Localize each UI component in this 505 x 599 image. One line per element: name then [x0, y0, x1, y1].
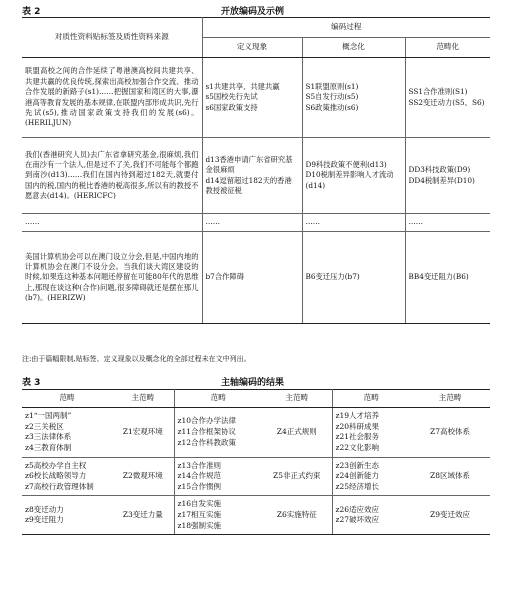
concept-line: ……: [305, 217, 321, 227]
category-list-cell: [332, 457, 410, 496]
phenomena-line: b7合作障碍: [205, 272, 245, 282]
table2-note: 注:由于篇幅限制,贴标签、定义现象以及概念化的全部过程未在文中列出。: [22, 355, 251, 363]
phenomena-line: s6国家政策支持: [205, 102, 258, 112]
coding-process-header: 编码过程: [202, 18, 490, 38]
t3-header-main-category-3: 主范畴: [410, 390, 490, 408]
category-item-line: z4三教育体制: [25, 442, 72, 452]
category-item-line: z12合作科教政策: [177, 437, 236, 447]
category-cell: [405, 58, 490, 138]
t3-header-main-category-1: 主范畴: [112, 390, 174, 408]
category-line: ……: [408, 217, 424, 227]
open-coding-table: [22, 17, 490, 324]
concept-line: D10税制差异影响人才流动(d14): [305, 170, 394, 190]
main-category-cell: Z3变迁力量: [112, 496, 174, 535]
phenomena-line: d13香港申请广东省研究基金很麻烦: [205, 154, 293, 175]
main-category-cell: Z8区域体系: [410, 457, 490, 496]
concept-cell: [302, 138, 405, 214]
category-line: DD3科技政策(D9): [408, 165, 471, 175]
category-line: SS1合作准则(S1): [408, 87, 468, 97]
category-cell: [405, 214, 490, 232]
table-row: [22, 232, 490, 324]
table-row: [22, 214, 490, 232]
main-category-cell: Z9变迁效应: [410, 496, 490, 535]
source-text-cell: ……: [22, 214, 202, 232]
category-list-cell: [332, 496, 410, 535]
main-category-cell: Z6实施特征: [262, 496, 332, 535]
concept-cell: [302, 232, 405, 324]
category-line: DD4税制差异(D10): [408, 175, 475, 185]
category-list-cell: [174, 408, 262, 458]
table-row: [22, 457, 490, 496]
main-category-cell: Z4正式规则: [262, 408, 332, 458]
table2-title: 开放编码及示例: [220, 7, 284, 17]
phenomena-cell: [202, 232, 302, 324]
phenomena-cell: [202, 138, 302, 214]
category-item-line: z26适应效应: [335, 504, 379, 514]
concept-column-header: 概念化: [302, 38, 405, 58]
table-row: [22, 58, 490, 138]
category-item-line: z1“一国两制”: [25, 411, 72, 420]
category-item-line: z25经济增长: [335, 481, 379, 491]
source-text-cell: 我们(香港研究人员)去广东省拿研究基金,很麻烦,我们在南沙有一个法人,但是过不了关,我们不可能每个都跑到南沙(d13)……我们在国内待到超过182天,就要付国内的税,国内的税比香港的税高很多,所以有的教授不愿意去(d14)。(HERICFC): [22, 138, 202, 214]
t3-header-category-1: 范畴: [22, 390, 112, 408]
category-list-cell: [22, 496, 112, 535]
category-item-line: z6校长战略领导力: [25, 471, 87, 481]
category-item-line: z10合作办学法律: [177, 416, 236, 426]
category-item-line: z19人才培养: [335, 411, 379, 420]
table-row: [22, 496, 490, 535]
main-category-cell: Z5非正式约束: [262, 457, 332, 496]
concept-line: B6变迁压力(b7): [305, 272, 360, 282]
category-item-line: z5高校办学自主权: [25, 460, 87, 470]
open-coding-body: [22, 58, 490, 324]
concept-line: S1联盟原则(s1): [305, 81, 359, 91]
category-item-line: z9变迁阻力: [25, 515, 64, 525]
category-item-line: z11合作框架协议: [177, 426, 236, 436]
concept-cell: [302, 58, 405, 138]
main-category-cell: Z7高校体系: [410, 408, 490, 458]
category-item-line: z17相互实施: [177, 510, 221, 520]
table-row: [22, 138, 490, 214]
source-text-cell: 联盟高校之间的合作延续了粤港澳高校间共建共享、共建共赢的优良传统,探索出高校加强合作交流、推动合作发展的新路子(s1)……把握国家和湾区的大事,瀑港高等教育发展的基本规律,在联盟内部形成共识,先行先试(s5),推动国家政策支持我们的发展(s6)。(HERILJUN): [22, 58, 202, 138]
category-list-cell: [22, 457, 112, 496]
concept-line: S5自发行动(s5): [305, 92, 359, 102]
category-cell: [405, 232, 490, 324]
category-item-line: z21社会服务: [335, 432, 379, 442]
category-line: SS2变迁动力(S5、S6): [408, 97, 485, 107]
category-item-line: z14合作规范: [177, 471, 221, 481]
category-column-header: 范畴化: [405, 38, 490, 58]
category-cell: [405, 138, 490, 214]
category-item-line: z7高校行政管理体制: [25, 481, 94, 491]
table-row: [22, 408, 490, 458]
category-item-line: z16自发实施: [177, 499, 221, 509]
category-list-cell: [332, 408, 410, 458]
phenomena-line: ……: [205, 217, 221, 227]
phenomena-column-header: 定义现象: [202, 38, 302, 58]
phenomena-line: d14逗留超过182天的香港教授被征税: [205, 175, 292, 195]
category-item-line: z2三关税区: [25, 421, 64, 431]
category-item-line: z20科研成果: [335, 421, 379, 431]
main-category-cell: Z2微观环境: [112, 457, 174, 496]
category-item-line: z18强制实施: [177, 520, 221, 530]
category-item-line: z8变迁动力: [25, 504, 64, 514]
category-line: BB4变迁阻力(B6): [408, 272, 469, 282]
category-item-line: z3三法律体系: [25, 432, 72, 442]
main-category-cell: Z1宏观环境: [112, 408, 174, 458]
t3-header-category-3: 范畴: [332, 390, 410, 408]
category-item-line: z22文化影响: [335, 442, 379, 452]
phenomena-cell: [202, 214, 302, 232]
axial-coding-body: [22, 408, 490, 535]
category-item-line: z15合作惯例: [177, 481, 221, 491]
axial-coding-table: [22, 389, 490, 535]
phenomena-line: s1共建共享、共建共赢: [205, 81, 280, 91]
concept-cell: [302, 214, 405, 232]
source-text-cell: 美国计算机协会可以在澳门设立分会,但是,中国内地的计算机协会在澳门不设分会。当我们谈大湾区建设的时候,如果连这种基本问题还停留在可能80年代的思维上,那现在谈这种(合作)问题,很多障碍就还是摆在那儿(b7)。(HERIZW): [22, 232, 202, 324]
category-item-line: z13合作准则: [177, 460, 221, 470]
concept-line: S6政策推动(s6): [305, 102, 359, 112]
phenomena-line: s5国校先行先试: [205, 92, 258, 102]
table3-label: 表 3: [22, 378, 41, 388]
concept-line: D9科技政策不便利(d13): [305, 159, 387, 169]
t3-header-category-2: 范畴: [174, 390, 262, 408]
table2-label: 表 2: [22, 7, 41, 17]
t3-header-main-category-2: 主范畴: [262, 390, 332, 408]
category-item-line: z24创新能力: [335, 471, 379, 481]
category-list-cell: [174, 496, 262, 535]
source-column-header: 对质性资料贴标签及质性资料来源: [22, 18, 202, 58]
table3-title: 主轴编码的结果: [220, 378, 284, 388]
category-list-cell: [22, 408, 112, 458]
category-item-line: z23创新生态: [335, 460, 379, 470]
category-list-cell: [174, 457, 262, 496]
category-item-line: z27破坏效应: [335, 515, 379, 525]
phenomena-cell: [202, 58, 302, 138]
